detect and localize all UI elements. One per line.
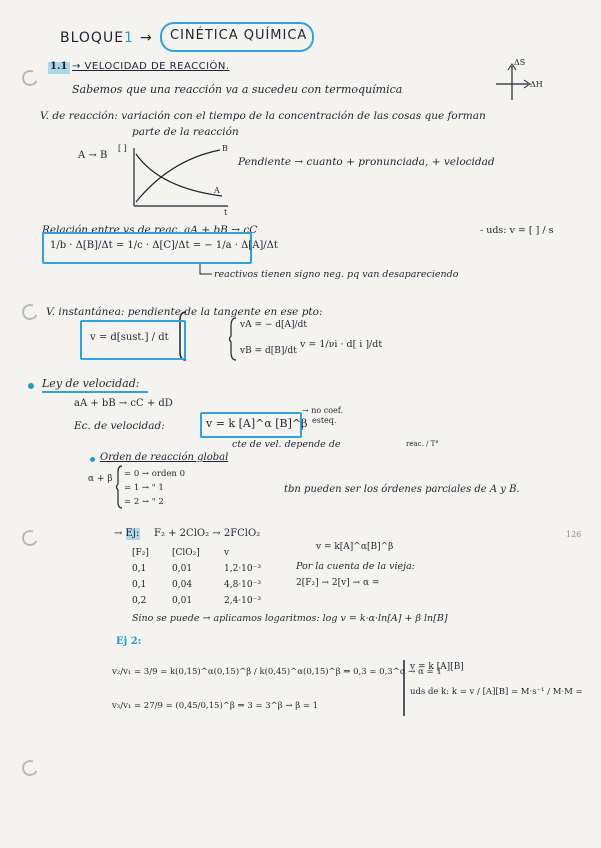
rate-law: v = k [A]^α [B]^β [206,417,308,430]
ej2-ratio2: v₃/v₁ = 27/9 = (0,45/0,15)^β ⇒ 3 = 3^β → β = 1 [112,701,319,711]
ley-title: Ley de velocidad: [42,377,140,390]
graph-b-label: B [222,144,228,153]
vdef-line2: parte de la reacción [132,126,239,138]
ej1-law: v = k[A]^α[B]^β [316,542,394,552]
esteq-note: esteq. [312,416,337,425]
graph-y-label: [ ] [118,144,127,153]
ej2-label: Ej 2: [116,636,142,647]
vinst-equation: v = d[sust.] / dt [90,332,169,343]
table-cell: 4,8·10⁻³ [224,580,261,590]
ley-underline [42,391,148,393]
tbn-note: tbn pueden ser los órdenes parciales de A y B. [284,484,520,495]
section-number: 1.1 [50,61,68,72]
section-title: → VELOCIDAD DE REACCIÓN. [72,61,230,72]
vdef-line1: V. de reacción: variación con el tiempo de la concentración de las cosas que forman [40,110,486,122]
orden-2: = 2 → " 2 [124,497,164,507]
relacion-line: Relación entre vs de reac. aA + bB → cC [42,224,258,236]
table-header-f2: [F₂] [132,548,149,558]
ec-label: Ec. de velocidad: [74,420,165,432]
intro-line: Sabemos que una reacción va a sucedeu con termoquímica [72,83,403,96]
table-header-v: v [224,548,230,558]
table-cell: 0,1 [132,580,147,590]
table-cell: 0,2 [132,596,147,606]
va-equation: vA = − d[A]/dt [240,320,307,330]
table-cell: 2,4·10⁻³ [224,596,261,606]
table-cell: 0,1 [132,564,147,574]
log-note: Sino se puede → aplicamos logaritmos: log v = k·α·ln[A] + β ln[B] [132,613,448,624]
pendiente-note: Pendiente → cuanto + pronunciada, + velocidad [238,156,495,168]
relation-equation: 1/b · Δ[B]/Δt = 1/c · Δ[C]/Δt = − 1/a · Δ[A]/Δt [50,240,278,251]
ej2-law: v = k [A][B] [410,662,464,672]
axis-dh-label: ΔH [530,80,543,89]
bloque-label: BLOQUE [60,30,125,46]
reactivos-note: reactivos tienen signo neg. pq van desapareciendo [214,269,459,280]
vieja-line1: Por la cuenta de la vieja: [296,561,415,572]
table-cell: 0,01 [172,596,193,606]
axis-ds-label: ΔS [514,58,526,67]
header-arrow: → [140,30,153,46]
vinst-title: V. instantánea: pendiente de la tangente en ese pto: [46,306,323,318]
ley-reaction: aA + bB → cC + dD [74,398,173,409]
bullet-orden [90,457,95,462]
no-coef-note: → no coef. [302,406,344,415]
bullet-ley [28,383,34,389]
margin-number: 126 [566,530,582,539]
vb-equation: vB = d[B]/dt [240,346,297,356]
orden-0: = 0 → orden 0 [124,469,185,479]
table-header-clo2: [ClO₂] [172,548,200,558]
table-cell: 1,2·10⁻³ [224,564,261,574]
ej1-label: → Ej: [114,528,140,539]
ej1-reaction: F₂ + 2ClO₂ → 2FClO₂ [154,528,261,539]
graph-t-label: t [224,208,228,217]
page-title: CINÉTICA QUÍMICA [170,28,308,43]
alpha-beta: α + β [88,474,113,484]
graph-reaction-label: A → B [78,150,108,161]
bloque-number: 1 [124,30,134,46]
vieja-line2: 2[F₂] → 2[v] → α = [296,578,380,588]
orden-title: Orden de reacción global [100,452,229,463]
ej2-ratio1: v₂/v₁ = 3/9 = k(0,15)^α(0,15)^β / k(0,45)^α(0,15)^β ⇒ 0,3 = 0,3^α → α = 1 [112,667,442,677]
vi-equation: v = 1/νi · d[ i ]/dt [300,339,383,350]
table-cell: 0,01 [172,564,193,574]
units-note: - uds: v = [ ] / s [480,225,554,236]
graph-a-label: A [214,186,220,195]
table-cell: 0,04 [172,580,193,590]
depends-on: reac. / T° [406,440,439,448]
ej2-units: uds de k: k = v / [A][B] = M·s⁻¹ / M·M = [410,687,583,697]
cte-note: cte de vel. depende de [232,439,341,450]
orden-1: = 1 → " 1 [124,483,164,493]
